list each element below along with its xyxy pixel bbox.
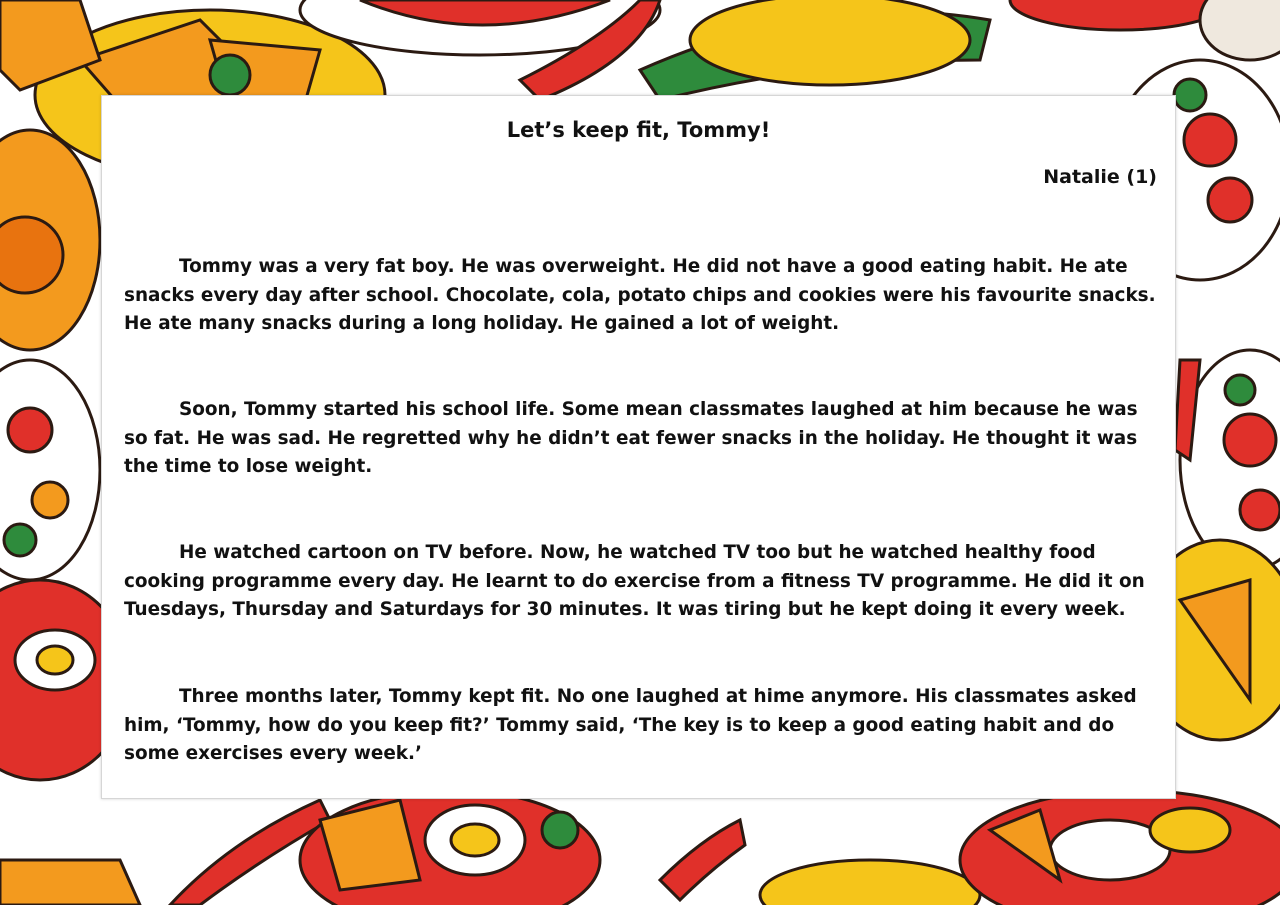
paragraph-2: Soon, Tommy started his school life. Some mean classmates laughed at him because he was so fat. He was sad. He regretted why he didn’t eat fewer snacks in the holiday. He thought it was the time to lose weight. (124, 399, 1138, 477)
paragraph-4: Three months later, Tommy kept fit. No one laughed at hime anymore. His classmates asked him, ‘Tommy, how do you keep fit?’ Tommy said, ‘The key is to keep a good eating habit and do some exercises every week.’ (124, 686, 1137, 764)
avocado-illustration (0, 130, 100, 350)
corn-illustration (640, 0, 990, 100)
nachos-plate-illustration (960, 790, 1280, 905)
story-card (101, 95, 1176, 799)
vegetable-bowl-illustration (0, 360, 100, 580)
author-name: Natalie (1) (1043, 166, 1157, 188)
paragraph-1: Tommy was a very fat boy. He was overweight. He did not have a good eating habit. He ate snacks every day after school. Chocolate, cola, potato chips and cookies were his favourite snacks. He ate many snacks during a long holiday. He gained a lot of weight. (124, 256, 1156, 334)
paragraph-3: He watched cartoon on TV before. Now, he watched TV too but he watched healthy food cooking programme every day. He learnt to do exercise from a fitness TV programme. He did it on Tuesdays, Thursday and Saturdays for 30 minutes. It was tiring but he kept doing it every week. (124, 542, 1145, 620)
story-title: Let’s keep fit, Tommy! (506, 118, 771, 142)
egg-plate-illustration (300, 790, 600, 905)
